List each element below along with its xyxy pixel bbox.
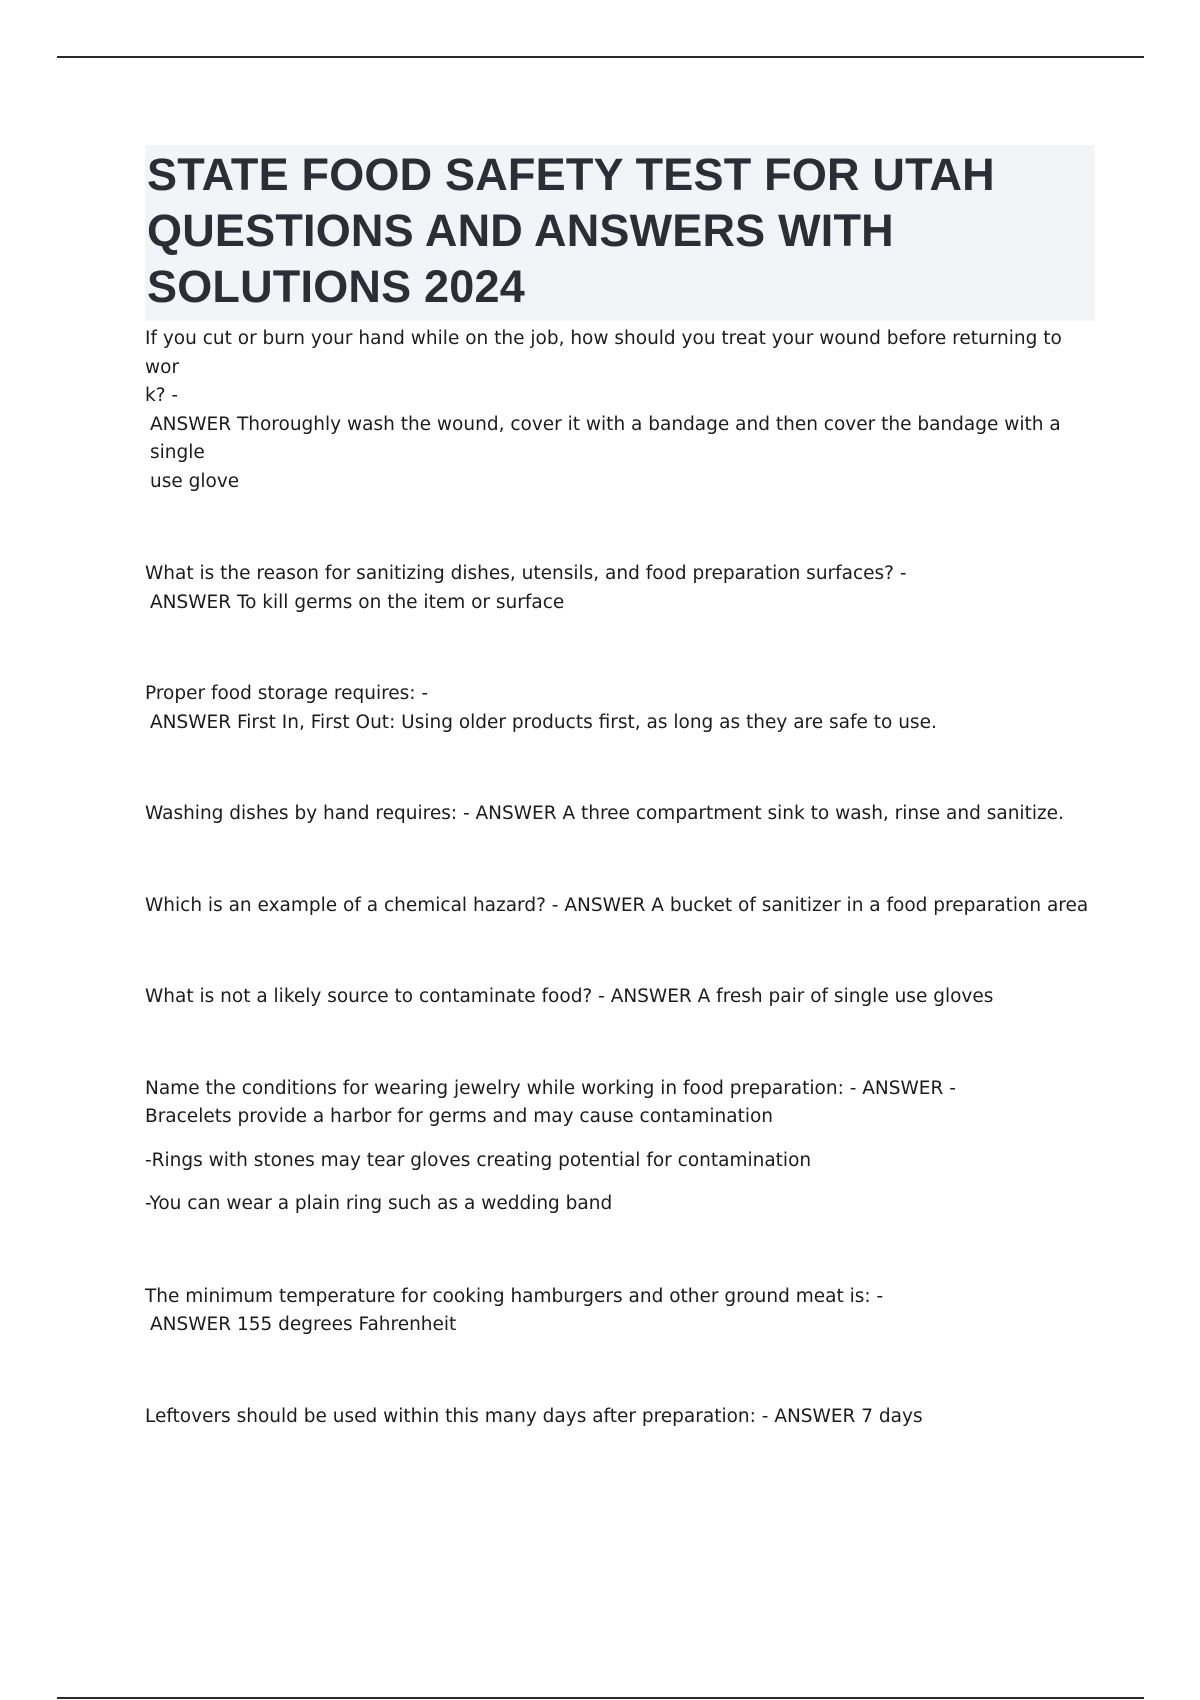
qa-item-7 (145, 1075, 1095, 1219)
title-line-2: QUESTIONS AND ANSWERS WITH (147, 205, 894, 256)
question-text: If you cut or burn your hand while on the job, how should you treat your wound before returning to wor (145, 328, 1062, 378)
qa-item-6 (145, 983, 1095, 1012)
title-line-1: STATE FOOD SAFETY TEST FOR UTAH (147, 149, 995, 200)
question-text: Name the conditions for wearing jewelry while working in food preparation: - ANSWER - (145, 1077, 956, 1099)
answer-text: ANSWER First In, First Out: Using older products first, as long as they are safe to use. (150, 711, 937, 733)
bottom-rule (57, 1697, 1144, 1699)
qa-item-4 (145, 800, 1095, 829)
top-rule (57, 56, 1144, 58)
qa-item-9 (145, 1403, 1095, 1432)
qa-item-1 (145, 325, 1095, 496)
answer-text: ANSWER To kill germs on the item or surface (150, 591, 565, 613)
answer-text-cont: use glove (150, 470, 240, 492)
answer-text: ANSWER Thoroughly wash the wound, cover it with a bandage and then cover the bandage with a single (150, 413, 1061, 463)
qa-item-8 (145, 1283, 1095, 1340)
question-text-cont: k? - (145, 385, 179, 406)
question-text: What is the reason for sanitizing dishes, utensils, and food preparation surfaces? - (145, 563, 907, 584)
answer-text: ANSWER 155 degrees Fahrenheit (150, 1314, 457, 1335)
qa-item-5 (145, 892, 1095, 921)
answer-text-3: -You can wear a plain ring such as a wedding band (145, 1193, 613, 1214)
answer-text-2: -Rings with stones may tear gloves creating potential for contamination (145, 1149, 812, 1171)
question-text: Proper food storage requires: - (145, 683, 429, 704)
qa-text: Washing dishes by hand requires: - ANSWER A three compartment sink to wash, rinse and sanitize. (145, 803, 1064, 824)
answer-text: Bracelets provide a harbor for germs and may cause contamination (145, 1106, 774, 1127)
qa-text: Leftovers should be used within this many days after preparation: - ANSWER 7 days (145, 1405, 923, 1427)
qa-item-3 (145, 680, 1095, 737)
document-body (145, 145, 1095, 1431)
qa-text: What is not a likely source to contaminate food? - ANSWER A fresh pair of single use gloves (145, 986, 994, 1007)
title-block (145, 145, 1095, 321)
qa-text: Which is an example of a chemical hazard? - ANSWER A bucket of sanitizer in a food preparation area (145, 894, 1089, 916)
page-title (147, 147, 1095, 315)
qa-item-2 (145, 560, 1095, 617)
question-text: The minimum temperature for cooking hamburgers and other ground meat is: - (145, 1285, 884, 1307)
title-line-3: SOLUTIONS 2024 (147, 261, 525, 312)
